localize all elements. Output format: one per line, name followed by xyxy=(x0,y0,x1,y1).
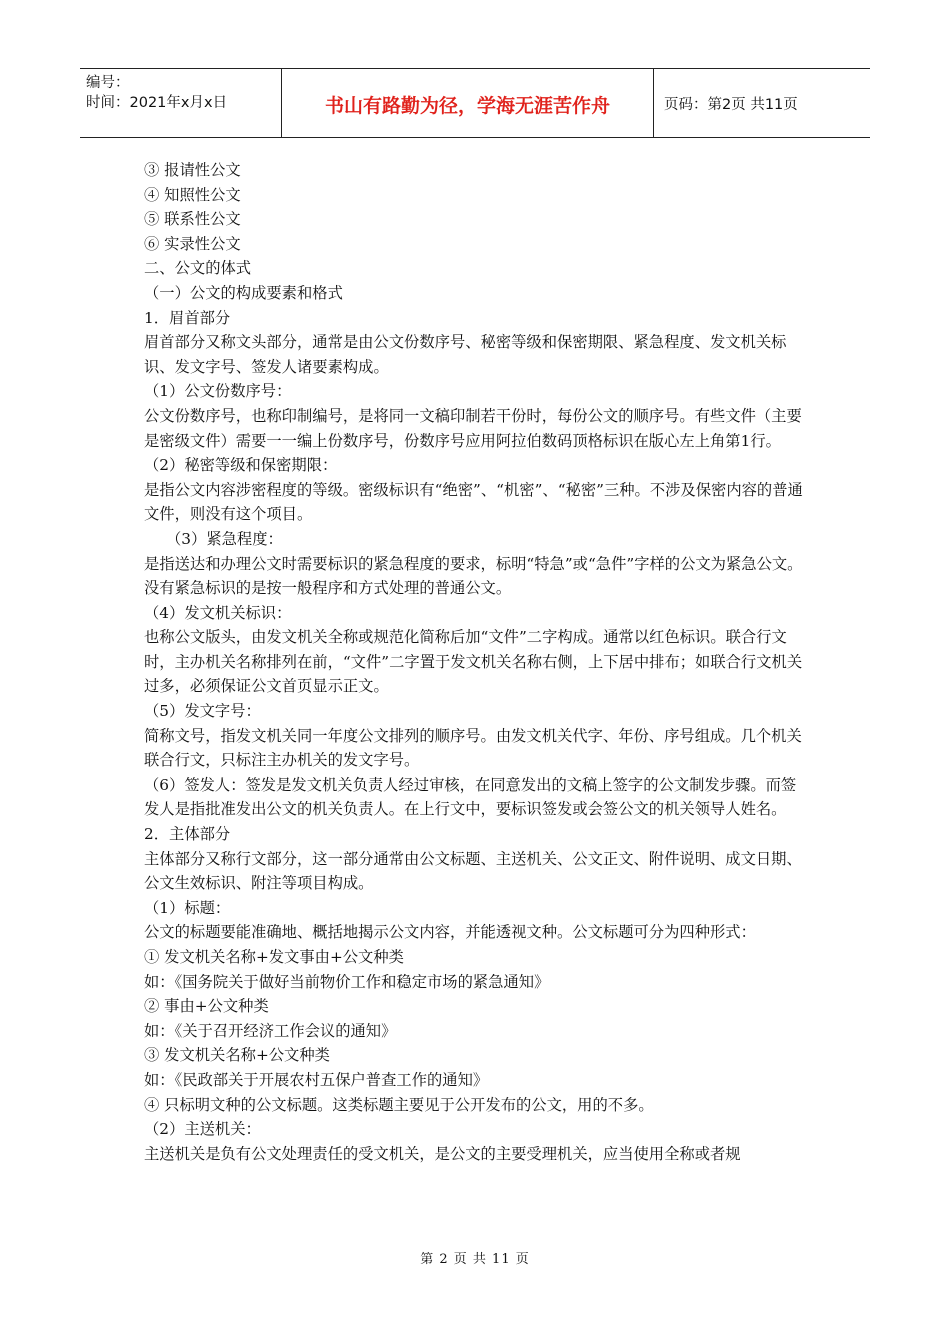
page-header xyxy=(80,68,870,138)
serial-number-label: 编号： xyxy=(86,75,130,91)
item-heading: （2）主送机关： xyxy=(144,1120,261,1139)
item-heading: （1）公文份数序号： xyxy=(144,382,292,401)
paragraph: 也称公文版头，由发文机关全称或规范化简称后加“文件”二字构成。通常以红色标识。联合行文时，主办机关名称排列在前，“文件”二字置于发文机关名称右侧，上下居中排布；如联合行文机关过多，必须保证公文首页显示正文。 xyxy=(144,628,803,696)
paragraph: 主送机关是负有公文处理责任的受文机关，是公文的主要受理机关，应当使用全称或者规 xyxy=(144,1144,741,1163)
paragraph: ③ 报请性公文 xyxy=(144,161,241,179)
paragraph: 是指公文内容涉密程度的等级。密级标识有“绝密”、“机密”、“秘密”三种。不涉及保密内容的普通文件，则没有这个项目。 xyxy=(144,480,803,524)
header-meta-cell xyxy=(80,69,282,137)
paragraph: 简称文号，指发文机关同一年度公文排列的顺序号。由发文机关代字、年份、序号组成。几个机关联合行文，只标注主办机关的发文字号。 xyxy=(144,726,802,770)
paragraph: 是指送达和办理公文时需要标识的紧急程度的要求，标明“特急”或“急件”字样的公文为紧急公文。没有紧急标识的是按一般程序和方式处理的普通公文。 xyxy=(144,554,803,598)
page-footer: 第 2 页 共 11 页 xyxy=(420,1252,530,1267)
header-motto: 书山有路勤为径，学海无涯苦作舟 xyxy=(282,69,654,137)
item-heading: 1．眉首部分 xyxy=(144,308,231,327)
paragraph: ① 发文机关名称+发文事由+公文种类 xyxy=(144,948,404,966)
paragraph: 主体部分又称行文部分，这一部分通常由公文标题、主送机关、公文正文、附件说明、成文日期、公文生效标识、附注等项目构成。 xyxy=(144,849,802,893)
paragraph: ② 事由+公文种类 xyxy=(144,997,269,1016)
item-heading: （3）紧急程度： xyxy=(166,529,283,548)
paragraph: ③ 发文机关名称+公文种类 xyxy=(144,1046,330,1065)
paragraph: ④ 只标明文种的公文标题。这类标题主要见于公开发布的公文，用的不多。 xyxy=(144,1095,654,1114)
subsection-heading: （一）公文的构成要素和格式 xyxy=(144,283,343,302)
document-body xyxy=(144,158,810,1166)
section-heading: 二、公文的体式 xyxy=(144,259,252,278)
paragraph: 眉首部分又称文头部分，通常是由公文份数序号、秘密等级和保密期限、紧急程度、发文机关标识、发文字号、签发人诸要素构成。 xyxy=(144,333,787,376)
paragraph: 公文份数序号，也称印制编号，是将同一文稿印制若干份时，每份公文的顺序号。有些文件（主要是密级文件）需要一一编上份数序号，份数序号应用阿拉伯数码顶格标识在版心左上角第1行。 xyxy=(144,406,802,450)
item-heading: （4）发文机关标识： xyxy=(144,603,292,622)
header-page-info: 页码：第2页 共11页 xyxy=(664,96,798,113)
item-heading: 2．主体部分 xyxy=(144,825,231,844)
item-heading: （5）发文字号： xyxy=(144,702,261,721)
paragraph: ④ 知照性公文 xyxy=(144,185,241,204)
paragraph: 如：《关于召开经济工作会议的通知》 xyxy=(144,1021,397,1040)
item-heading: （2）秘密等级和保密期限： xyxy=(144,456,338,475)
paragraph: 如：《民政部关于开展农村五保户普查工作的通知》 xyxy=(144,1070,489,1089)
paragraph: 如：《国务院关于做好当前物价工作和稳定市场的紧急通知》 xyxy=(144,972,550,991)
paragraph: 公文的标题要能准确地、概括地揭示公文内容，并能透视文种。公文标题可分为四种形式： xyxy=(144,923,756,942)
paragraph: ⑥ 实录性公文 xyxy=(144,234,241,253)
paragraph: ⑤ 联系性公文 xyxy=(144,210,241,229)
paragraph: （6）签发人：签发是发文机关负责人经过审核，在同意发出的文稿上签字的公文制发步骤。而签发人是指批准发出公文的机关负责人。在上行文中，要标识签发或会签公文的机关领导人姓名。 xyxy=(144,775,797,819)
date-label: 时间：2021年x月x日 xyxy=(86,95,228,111)
item-heading: （1）标题： xyxy=(144,898,231,917)
